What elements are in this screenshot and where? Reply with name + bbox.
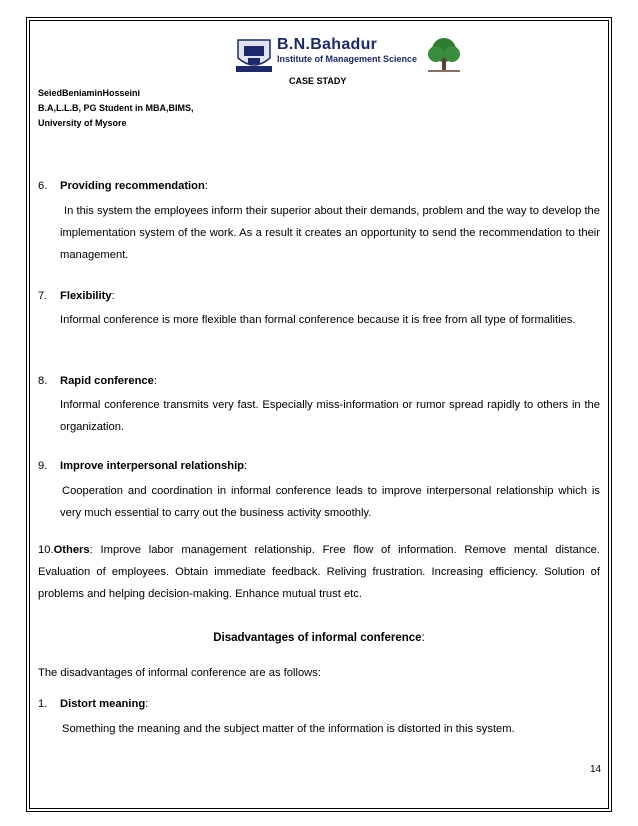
item-title: Providing recommendation: [60, 180, 205, 192]
section-title: Disadvantages of informal conference: [213, 632, 422, 644]
item-number: 1.: [38, 698, 48, 710]
item-number: 7.: [38, 290, 48, 302]
item-title: Rapid conference: [60, 375, 154, 387]
item-colon: :: [204, 180, 208, 192]
item-heading: [60, 290, 115, 302]
item-text: In this system the employees inform their superior about their demands, problem and the way to develop the implementation system of the work. As a result it creates an opportunity to send the recommendation to their management.: [60, 205, 600, 261]
item-text: Cooperation and coordination in informal conference leads to improve interpersonal relationship which is very much essential to carry out the business activity smoothly.: [60, 485, 600, 519]
section-heading: [0, 632, 638, 644]
item-text: Something the meaning and the subject matter of the information is distorted in this system.: [62, 723, 515, 735]
author-block: [38, 86, 194, 131]
item-colon: :: [89, 544, 93, 556]
item-paragraph: [38, 539, 600, 605]
item-title: Improve interpersonal relationship: [60, 460, 245, 472]
item-heading: [60, 460, 247, 472]
item-number: 10.: [38, 544, 54, 556]
item-text: Improve labor management relationship. Free flow of information. Remove mental distance. Evaluation of employees. Obtain immediate feedback. Reliving frustration. Increasing efficiency. Solution of problems and helping decision-making. Enhance mutual trust etc.: [38, 544, 600, 600]
item-heading: [60, 375, 157, 387]
item-colon: :: [244, 460, 248, 472]
page-number: 14: [590, 764, 602, 775]
doc-label: CASE STADY: [289, 76, 347, 86]
item-text: Informal conference transmits very fast. Especially miss-information or rumor spread rapidly to others in the organization.: [60, 399, 600, 433]
item-title: Distort meaning: [60, 698, 146, 710]
brand-subtitle: Institute of Management Science: [277, 54, 418, 64]
section-intro: The disadvantages of informal conference are as follows:: [38, 667, 321, 679]
author-degree: B.A,L.L.B, PG Student in MBA,BIMS,: [38, 103, 194, 113]
item-text: Informal conference is more flexible than formal conference because it is free from all type of formalities.: [60, 314, 576, 326]
item-heading: [60, 698, 148, 710]
tree-icon: [428, 38, 460, 72]
author-name: SeiedBeniaminHosseini: [38, 88, 141, 98]
author-university: University of Mysore: [38, 118, 127, 128]
item-number: 8.: [38, 375, 48, 387]
item-colon: :: [145, 698, 149, 710]
item-colon: :: [153, 375, 157, 387]
item-number: 6.: [38, 180, 48, 192]
brand-title: B.N.Bahadur: [277, 36, 378, 53]
item-colon: :: [111, 290, 115, 302]
item-title: Others: [53, 544, 90, 556]
crest-icon: [236, 40, 272, 72]
item-title: Flexibility: [60, 290, 112, 302]
item-heading: [60, 180, 208, 192]
item-number: 9.: [38, 460, 48, 472]
section-colon: :: [421, 632, 425, 644]
